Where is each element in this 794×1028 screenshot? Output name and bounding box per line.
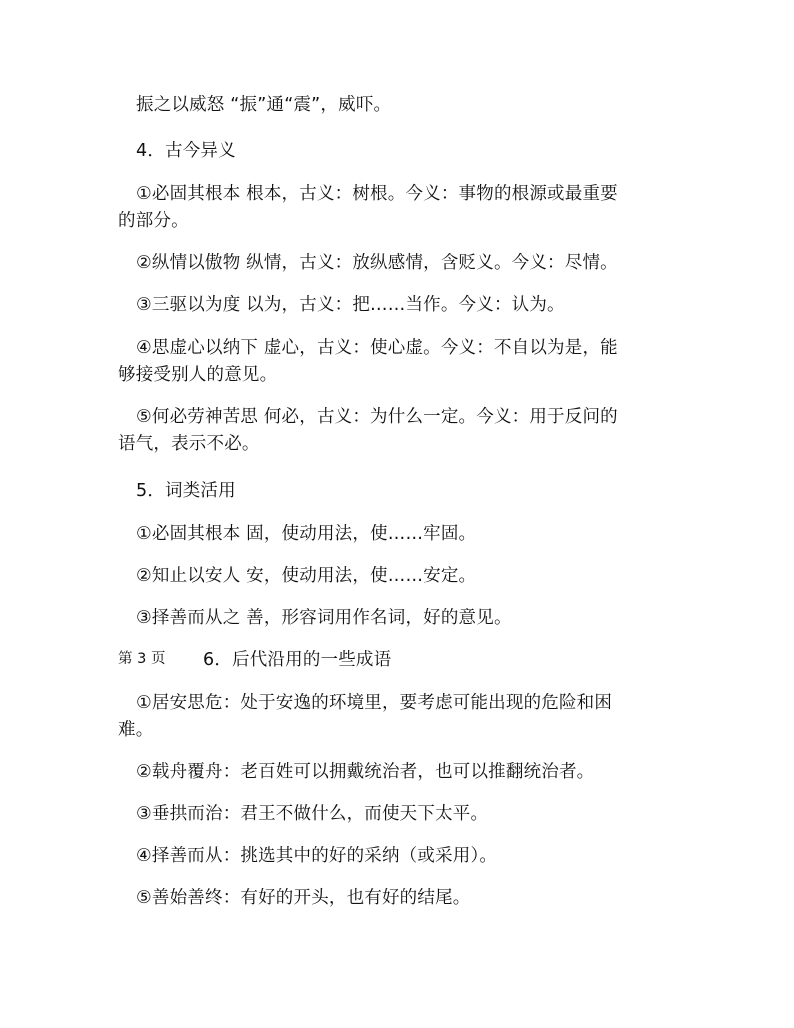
text-line-3: ①必固其根本 根本，古义：树根。今义：事物的根源或最重要 [136,184,618,204]
text-line-6: ③三驱以为度 以为，古义：把……当作。今义：认为。 [136,295,565,315]
text-line-8: 够接受别人的意见。 [118,365,278,385]
section-heading-ancient-modern-meaning: 4．古今异义 [136,141,236,161]
text-line-18: ②载舟覆舟：老百姓可以拥戴统治者，也可以推翻统治者。 [136,762,595,782]
text-line-5: ②纵情以傲物 纵情，古义：放纵感情，含贬义。今义：尽情。 [136,253,618,273]
text-line-4: 的部分。 [118,211,189,231]
section-heading-word-class: 5．词类活用 [136,481,236,501]
section-heading-idioms: 6．后代沿用的一些成语 [203,650,392,670]
text-line-17: 难。 [118,720,154,740]
text-line-21: ⑤善始善终：有好的开头，也有好的结尾。 [136,888,471,908]
text-line-7: ④思虚心以纳下 虚心，古义：使心虚。今义：不自以为是，能 [136,338,618,358]
text-line-20: ④择善而从：挑选其中的好的采纳（或采用）。 [136,846,498,866]
page-number: 第 3 页 [118,651,166,667]
text-line-16: ①居安思危：处于安逸的环境里，要考虑可能出现的危险和困 [136,693,613,713]
text-line-19: ③垂拱而治：君王不做什么，而使天下太平。 [136,804,489,824]
text-line-13: ②知止以安人 安，使动用法，使……安定。 [136,566,477,586]
text-line-12: ①必固其根本 固，使动用法，使……牢固。 [136,524,477,544]
text-line-9: ⑤何必劳神苦思 何必，古义：为什么一定。今义：用于反问的 [136,407,618,427]
text-line-14: ③择善而从之 善，形容词用作名词，好的意见。 [136,608,512,628]
text-line-10: 语气，表示不必。 [118,434,260,454]
text-line-1: 振之以威怒 “振”通“震”，威吓。 [136,95,392,115]
